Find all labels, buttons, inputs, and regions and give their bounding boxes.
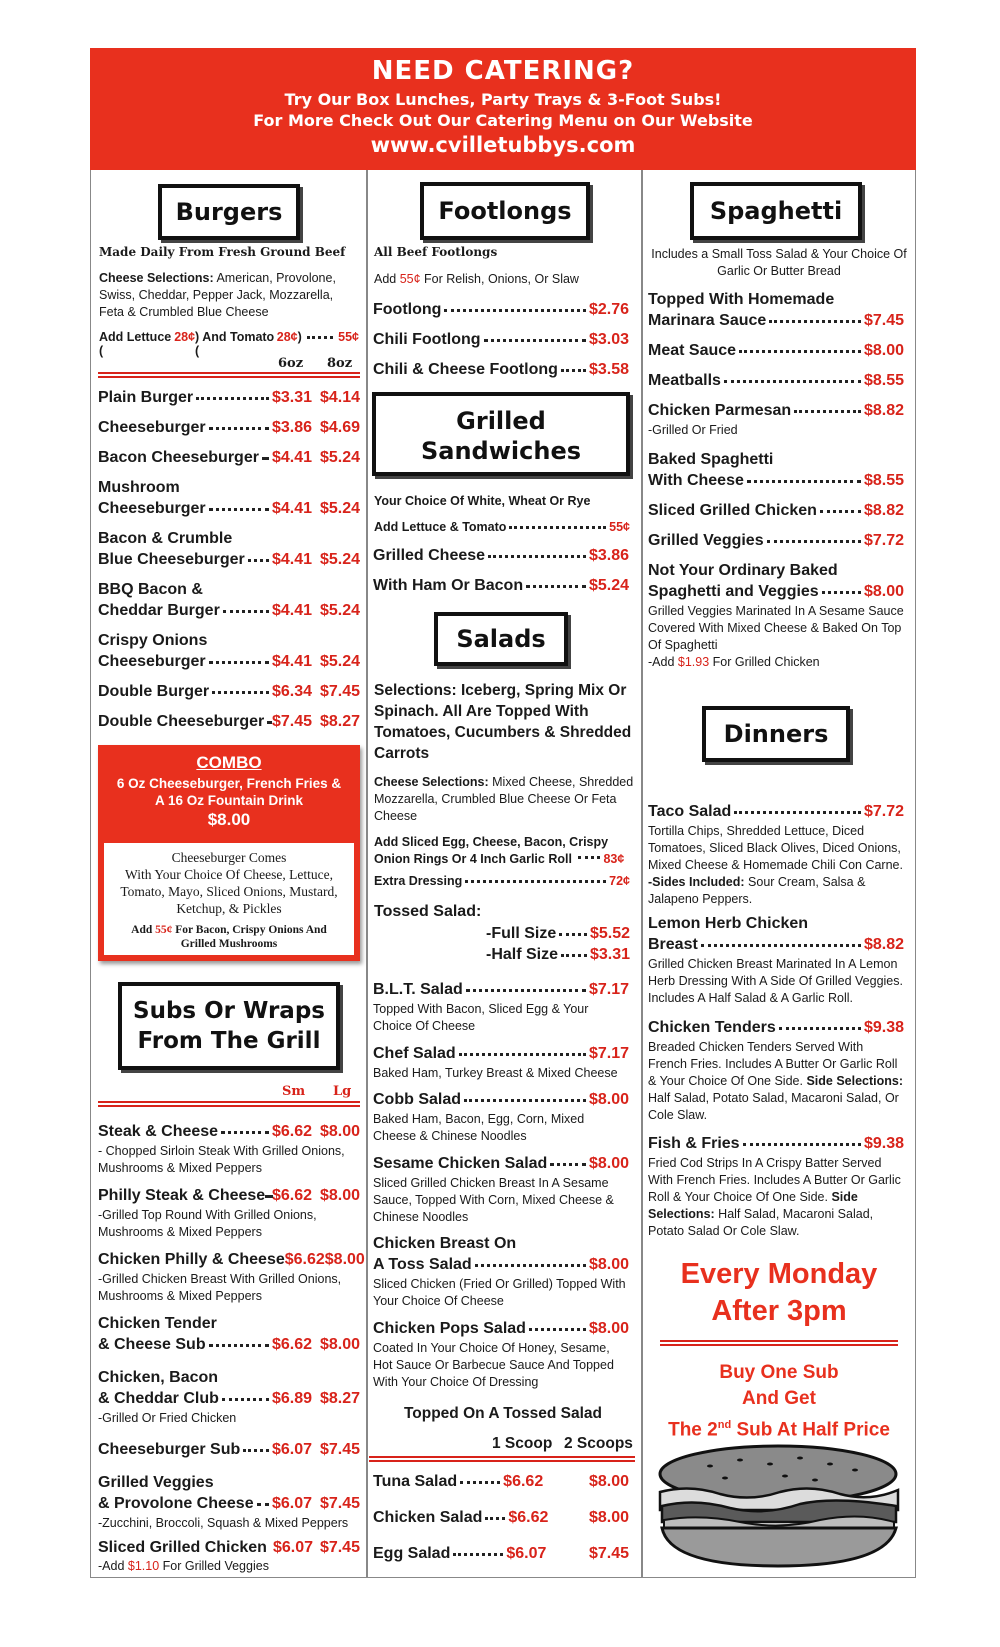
spaghetti-subtitle: Includes a Small Toss Salad & Your Choice Of Garlic Or Butter Bread — [651, 247, 907, 278]
menu-item-line1: Mushroom — [98, 479, 180, 496]
menu-item-line1: Topped With Homemade — [648, 291, 835, 308]
burgers-size-6oz: 6oz — [278, 356, 304, 371]
menu-item: & Cheese Sub $6.62 $8.00 — [98, 1336, 360, 1353]
combo-price: $8.00 — [207, 810, 251, 829]
menu-item: Bacon Cheeseburger $4.41 $5.24 — [98, 449, 360, 466]
menu-item: Meatballs $8.55 — [648, 372, 904, 389]
menu-item-desc: Grilled Veggies Marinated In A Sesame Sauce Covered With Mixed Cheese & Baked On Top Of Spaghetti — [648, 604, 904, 652]
footlongs-header: Footlongs — [420, 182, 590, 240]
burgers-addons: Add Lettuce ( 28¢ ) And Tomato ( 28¢ ) 55¢ — [99, 330, 359, 358]
grilled-header-line: Sandwiches — [420, 437, 582, 465]
burgers-size-8oz: 8oz — [327, 356, 353, 371]
subs-header-line: From The Grill — [137, 1028, 321, 1054]
menu-item: Philly Steak & Cheese $6.62 $8.00 — [98, 1187, 360, 1204]
grilled-header-line: Grilled — [456, 407, 546, 435]
banner-url[interactable]: www.cvilletubbys.com — [370, 133, 636, 157]
menu-item-desc: Sliced Grilled Chicken Breast In A Sesame Sauce, Topped With Corn, Mixed Cheese & Chinese Noodles — [373, 1176, 614, 1224]
combo-desc-line: Cheeseburger Comes — [171, 850, 287, 865]
combo-desc-line: Tomato, Mayo, Sliced Onions, Mustard, — [120, 884, 338, 899]
menu-item-line1: Crispy Onions — [98, 632, 208, 649]
combo-line2: A 16 Oz Fountain Drink — [154, 793, 303, 808]
salads-cheese: Cheese Selections: Mixed Cheese, Shredded Mozzarella, Crumbled Blue Cheese Or Feta Cheese — [374, 775, 634, 823]
combo-details — [104, 843, 354, 955]
menu-item: Steak & Cheese $6.62 $8.00 — [98, 1123, 360, 1140]
combo-desc-line: Ketchup, & Pickles — [176, 901, 282, 916]
menu-item-line1: Chicken Tender — [98, 1315, 217, 1332]
banner-title: NEED CATERING? — [371, 56, 635, 86]
menu-item: Chicken Tenders $9.38 — [648, 1019, 904, 1036]
menu-item: Cobb Salad $8.00 — [373, 1091, 629, 1108]
red-divider — [98, 372, 360, 378]
combo-title: COMBO — [196, 753, 262, 772]
menu-item: Sliced Grilled Chicken $6.07 $7.45 — [98, 1539, 360, 1556]
burgers-header: Burgers — [158, 184, 300, 240]
menu-item-line1: Chicken Breast On — [373, 1235, 517, 1252]
grilled-bread-note: Your Choice Of White, Wheat Or Rye — [374, 494, 591, 508]
combo-line1: 6 Oz Cheeseburger, French Fries & — [116, 776, 342, 791]
salads-header: Salads — [434, 612, 568, 666]
menu-item-line1: BBQ Bacon & — [98, 581, 203, 598]
menu-item: Sesame Chicken Salad $8.00 — [373, 1155, 629, 1172]
menu-item: A Toss Salad $8.00 — [373, 1256, 629, 1273]
subs-header — [118, 982, 340, 1070]
menu-item: Footlong $2.76 — [373, 301, 629, 318]
menu-item: Cheeseburger $4.41 $5.24 — [98, 500, 360, 517]
menu-item-desc: Baked Ham, Bacon, Egg, Corn, Mixed Cheese & Chinese Noodles — [373, 1112, 585, 1143]
subs-size-large: Lg — [333, 1084, 352, 1099]
menu-item-line1: Grilled Veggies — [98, 1474, 214, 1491]
salads-extra-dressing: Extra Dressing 72¢ — [374, 874, 630, 888]
menu-item: With Cheese $8.55 — [648, 472, 904, 489]
menu-item-line1: Not Your Ordinary Baked — [648, 562, 838, 579]
combo-box — [98, 745, 360, 961]
menu-item-desc: Coated In Your Choice Of Honey, Sesame, Hot Sauce Or Barbecue Sauce And Topped With Your Choice Of Dressing — [373, 1341, 614, 1389]
red-divider — [369, 1456, 635, 1462]
grilled-sandwiches-header — [372, 392, 630, 476]
menu-item: Double Burger $6.34 $7.45 — [98, 683, 360, 700]
menu-item: Chicken Salad $6.62 $8.00 — [373, 1509, 629, 1526]
menu-item-desc: - Chopped Sirloin Steak With Grilled Onions, Mushrooms & Mixed Peppers — [98, 1144, 345, 1175]
menu-item: Double Cheeseburger $7.45 $8.27 — [98, 713, 360, 730]
menu-item: Grilled Veggies $7.72 — [648, 532, 904, 549]
promo-offer — [648, 1360, 910, 1443]
menu-item: With Ham Or Bacon $5.24 — [373, 577, 629, 594]
menu-item: Plain Burger $3.31 $4.14 — [98, 389, 360, 406]
menu-item: Cheeseburger $4.41 $5.24 — [98, 653, 360, 670]
menu-item-desc: Fried Cod Strips In A Crispy Batter Served With French Fries. Includes A Butter Or Garlic Roll & Your Choice Of One Side. Side Selections: Half Salad, Macaroni Salad, Potato Salad Or Cole Slaw. — [648, 1156, 901, 1238]
menu-item: Chili Footlong $3.03 — [373, 331, 629, 348]
menu-item: Breast $8.82 — [648, 936, 904, 953]
menu-item: Chicken Pops Salad $8.00 — [373, 1320, 629, 1337]
menu-item: Cheddar Burger $4.41 $5.24 — [98, 602, 360, 619]
menu-item-desc: -Add $1.10 For Grilled Veggies — [98, 1559, 269, 1573]
banner-line2: For More Check Out Our Catering Menu on Our Website — [253, 111, 753, 130]
menu-item-desc: Sliced Chicken (Fried Or Grilled) Topped With Your Choice Of Cheese — [373, 1277, 626, 1308]
menu-item-desc: -Add $1.93 For Grilled Chicken — [648, 655, 820, 669]
menu-item: Fish & Fries $9.38 — [648, 1135, 904, 1152]
combo-addons: Add 55¢ For Bacon, Crispy Onions And Grilled Mushrooms — [131, 924, 327, 950]
menu-item: Marinara Sauce $7.45 — [648, 312, 904, 329]
menu-item-line1: Chicken, Bacon — [98, 1369, 219, 1386]
promo-offer-line: Buy One Sub — [719, 1362, 839, 1383]
promo-offer-line: The 2nd Sub At Half Price — [668, 1419, 890, 1441]
menu-item: Chef Salad $7.17 — [373, 1045, 629, 1062]
promo-line: After 3pm — [711, 1295, 847, 1327]
red-divider — [98, 1101, 360, 1107]
menu-item-desc: -Grilled Chicken Breast With Grilled Onions, Mushrooms & Mixed Peppers — [98, 1272, 342, 1303]
promo-line: Every Monday — [680, 1258, 878, 1290]
menu-item: & Cheddar Club $6.89 $8.27 — [98, 1390, 360, 1407]
menu-item: Grilled Cheese $3.86 — [373, 547, 629, 564]
menu-item-desc: Baked Ham, Turkey Breast & Mixed Cheese — [373, 1066, 618, 1080]
footlongs-subtitle: All Beef Footlongs — [374, 245, 498, 259]
menu-item: Sliced Grilled Chicken $8.82 — [648, 502, 904, 519]
banner-line1: Try Our Box Lunches, Party Trays & 3-Foot Subs! — [284, 90, 722, 109]
grilled-addons: Add Lettuce & Tomato 55¢ — [374, 520, 630, 534]
menu-item-line1: Bacon & Crumble — [98, 530, 233, 547]
catering-banner — [90, 48, 916, 170]
combo-desc-line: With Your Choice Of Cheese, Lettuce, — [125, 867, 333, 882]
burgers-subtitle: Made Daily From Fresh Ground Beef — [99, 245, 346, 259]
menu-item: & Provolone Cheese $6.07 $7.45 — [98, 1495, 360, 1512]
menu-item-desc: -Zucchini, Broccoli, Squash & Mixed Peppers — [98, 1516, 349, 1530]
subs-size-small: Sm — [282, 1084, 306, 1099]
menu-item-line1: Lemon Herb Chicken — [648, 915, 809, 932]
dinners-header: Dinners — [702, 706, 850, 762]
menu-item-desc: Grilled Chicken Breast Marinated In A Lemon Herb Dressing With A Side Of Grilled Veggies. Includes A Half Salad & A Garlic Roll. — [648, 957, 903, 1005]
menu-item: Cheeseburger Sub $6.07 $7.45 — [98, 1441, 360, 1458]
menu-item: Egg Salad $6.07 $7.45 — [373, 1545, 629, 1562]
menu-item: Taco Salad $7.72 — [648, 803, 904, 820]
burgers-cheese-selections: Cheese Selections: American, Provolone, Swiss, Cheddar, Pepper Jack, Mozzarella, Feta & Crumbled Blue Cheese — [99, 271, 336, 319]
topped-on-salad: Topped On A Tossed Salad — [403, 1405, 603, 1422]
menu-item: Cheeseburger $3.86 $4.69 — [98, 419, 360, 436]
promo-offer-line: And Get — [742, 1388, 816, 1409]
salads-addons: Add Sliced Egg, Cheese, Bacon, Crispy Onion Rings Or 4 Inch Garlic Roll 83¢ — [374, 835, 625, 866]
subs-header-line: Subs Or Wraps — [133, 998, 325, 1024]
menu-item-desc: Topped With Bacon, Sliced Egg & Your Choice Of Cheese — [373, 1002, 589, 1033]
menu-item-line1: Baked Spaghetti — [648, 451, 774, 468]
menu-item-desc: -Grilled Or Fried — [648, 423, 738, 437]
column-divider — [641, 170, 643, 1578]
menu-item-desc: Breaded Chicken Tenders Served With French Fries. Includes A Butter Or Garlic Roll & Your Choice Of One Side. Side Selections: Half Salad, Potato Salad, Macaroni Salad, Or Cole Slaw. — [648, 1040, 904, 1122]
scoop-2-header: 2 Scoops — [564, 1435, 633, 1452]
menu-item: B.L.T. Salad $7.17 — [373, 981, 629, 998]
menu-item: Blue Cheeseburger $4.41 $5.24 — [98, 551, 360, 568]
menu-item: Chicken Parmesan $8.82 — [648, 402, 904, 419]
promo-heading — [648, 1256, 910, 1330]
scoop-1-header: 1 Scoop — [492, 1435, 553, 1452]
menu-item-desc: Tortilla Chips, Shredded Lettuce, Diced Tomatoes, Sliced Black Olives, Diced Onions, Mixed Cheese & Homemade Chili Con Carne. -Sides Included: Sour Cream, Salsa & Jalapeno Peppers. — [648, 824, 903, 906]
menu-item: Chili & Cheese Footlong $3.58 — [373, 361, 629, 378]
menu-item-desc: -Grilled Top Round With Grilled Onions, Mushrooms & Mixed Peppers — [98, 1208, 317, 1239]
spaghetti-header: Spaghetti — [690, 182, 862, 240]
red-divider — [660, 1340, 898, 1346]
menu-item: Chicken Philly & Cheese $6.62 $8.00 — [98, 1251, 365, 1268]
menu-item: Meat Sauce $8.00 — [648, 342, 904, 359]
column-divider — [366, 170, 368, 1578]
menu-item: -Half Size $3.31 — [486, 946, 630, 963]
salads-intro: Selections: Iceberg, Spring Mix Or Spinach. All Are Topped With Tomatoes, Cucumbers & Shredded Carrots — [374, 682, 632, 762]
footlongs-addons: Add 55¢ For Relish, Onions, Or Slaw — [374, 272, 579, 286]
sub-sandwich-icon — [650, 1440, 908, 1572]
menu-item: Tuna Salad $6.62 $8.00 — [373, 1473, 629, 1490]
menu-item: -Full Size $5.52 — [486, 925, 630, 942]
menu-item-desc: -Grilled Or Fried Chicken — [98, 1411, 237, 1425]
tossed-salad-label: Tossed Salad: — [374, 903, 482, 920]
menu-item: Spaghetti and Veggies $8.00 — [648, 583, 904, 600]
